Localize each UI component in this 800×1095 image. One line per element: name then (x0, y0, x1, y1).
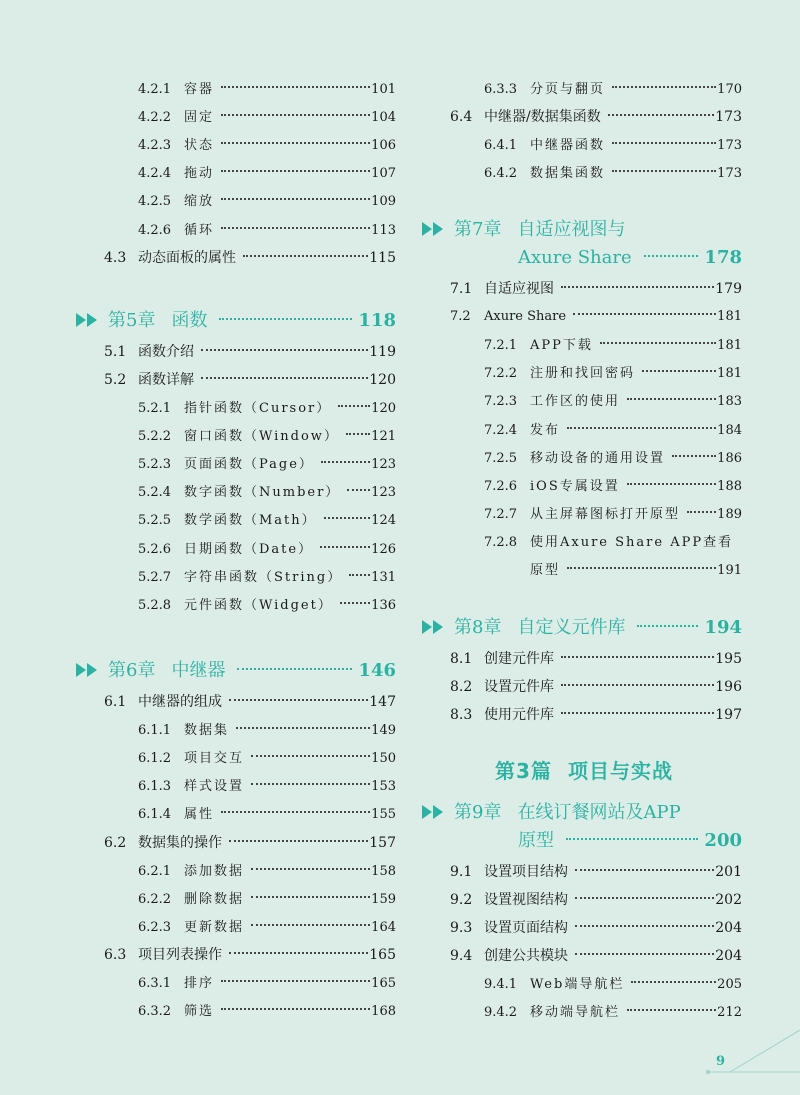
leader-dots (251, 742, 370, 757)
entry-title: 更新数据 (184, 920, 245, 935)
toc-entry-6-3-2[interactable] (138, 1000, 396, 1019)
leader-dots (567, 554, 716, 569)
toc-entry-6-1-3[interactable] (138, 775, 396, 794)
leader-dots (612, 157, 716, 172)
entry-page: 191 (717, 563, 742, 578)
entry-page: 205 (717, 977, 742, 992)
toc-chapter-7-cont[interactable] (518, 243, 742, 268)
entry-page: 153 (371, 779, 396, 794)
entry-title: Web端导航栏 (530, 977, 625, 992)
toc-entry-9-4[interactable] (450, 944, 742, 965)
chapter-title: 自适应视图与 (517, 219, 626, 240)
entry-title: 函数介绍 (138, 344, 194, 360)
entry-number: 4.2.2 (138, 110, 172, 125)
corner-decoration-icon (690, 1030, 800, 1095)
entry-number: 9.1 (450, 864, 473, 880)
entry-title: 固定 (184, 110, 215, 125)
entry-number: 6.2 (104, 835, 127, 851)
entry-number: 6.1 (104, 694, 127, 710)
entry-number: 6.4.2 (484, 166, 518, 181)
toc-entry-8-2[interactable] (450, 675, 742, 696)
toc-entry-5-2-5[interactable] (138, 509, 396, 528)
entry-page: 186 (717, 451, 742, 466)
toc-entry-7-2-2[interactable] (484, 362, 742, 381)
entry-page: 120 (371, 401, 396, 416)
entry-page: 189 (717, 507, 742, 522)
entry-page: 204 (715, 948, 742, 964)
entry-number: 7.2.8 (484, 535, 518, 550)
entry-title: 中继器的组成 (138, 694, 222, 710)
leader-dots (687, 498, 716, 513)
chapter-page: 118 (358, 310, 396, 331)
entry-title: iOS专属设置 (530, 479, 620, 494)
toc-entry-5-2-7[interactable] (138, 566, 396, 585)
entry-number: 5.2.1 (138, 401, 172, 416)
toc-chapter-8[interactable] (422, 613, 742, 639)
entry-title: 数字函数（Number） (184, 485, 341, 500)
toc-entry-8-3[interactable] (450, 703, 742, 724)
leader-dots (324, 504, 371, 519)
toc-entry-6-1-2[interactable] (138, 747, 396, 766)
entry-title: 发布 (530, 423, 561, 438)
entry-title: 页面函数（Page） (184, 457, 314, 472)
entry-title: 属性 (184, 807, 215, 822)
chapter-page: 200 (704, 830, 742, 851)
entry-number: 6.4 (450, 109, 473, 125)
entry-title: 数学函数（Math） (184, 513, 317, 528)
toc-entry-9-2[interactable] (450, 888, 742, 909)
entry-title: 设置页面结构 (484, 920, 568, 936)
leader-dots (612, 129, 716, 144)
toc-entry-6-3[interactable] (104, 943, 396, 964)
part-heading (418, 755, 750, 784)
double-arrow-icon (422, 222, 444, 236)
entry-title: 拖动 (184, 166, 215, 181)
entry-title: 创建元件库 (484, 651, 554, 667)
toc-entry-6-2[interactable] (104, 831, 396, 852)
leader-dots (251, 911, 370, 926)
entry-page: 101 (371, 82, 396, 97)
entry-number: 7.2.3 (484, 394, 518, 409)
entry-number: 6.2.2 (138, 892, 172, 907)
toc-entry-7-2-7[interactable] (484, 503, 742, 522)
toc-entry-5-2-8[interactable] (138, 594, 396, 613)
leader-dots (627, 385, 716, 400)
entry-number: 7.2.1 (484, 338, 518, 353)
entry-page: 113 (371, 223, 396, 238)
leader-dots (221, 214, 370, 229)
leader-dots (561, 272, 714, 288)
toc-entry-6-2-1[interactable] (138, 860, 396, 879)
leader-dots (251, 770, 370, 785)
toc-entry-7-2-1[interactable] (484, 334, 742, 353)
toc-entry-4-3[interactable] (104, 246, 396, 267)
toc-entry-4-2-1[interactable] (138, 78, 396, 97)
chapter-label: 第8章 (454, 617, 502, 638)
entry-number: 8.3 (450, 707, 473, 723)
entry-title: 窗口函数（Window） (184, 429, 339, 444)
entry-number: 8.2 (450, 679, 473, 695)
entry-page: 158 (371, 864, 396, 879)
entry-number: 9.2 (450, 892, 473, 908)
leader-dots (251, 883, 370, 898)
page-number: 9 (716, 1054, 726, 1069)
entry-page: 173 (717, 166, 742, 181)
toc-entry-9-4-2[interactable] (484, 1001, 742, 1020)
entry-title: 创建公共模块 (484, 948, 568, 964)
entry-number: 5.2.7 (138, 570, 172, 585)
entry-page: 168 (371, 1004, 396, 1019)
entry-page: 155 (371, 807, 396, 822)
entry-page: 123 (371, 485, 396, 500)
leader-dots (237, 650, 352, 670)
toc-entry-7-1[interactable] (450, 277, 742, 298)
entry-page: 202 (715, 892, 742, 908)
entry-number: 8.1 (450, 651, 473, 667)
entry-number: 6.3 (104, 947, 127, 963)
toc-entry-5-1[interactable] (104, 340, 396, 361)
entry-title: 设置项目结构 (484, 864, 568, 880)
chapter-label: 第6章 (108, 660, 156, 681)
entry-number: 5.2.3 (138, 457, 172, 472)
toc-entry-8-1[interactable] (450, 647, 742, 668)
entry-page: 106 (371, 138, 396, 153)
entry-number: 7.2.7 (484, 507, 518, 522)
entry-number: 6.3.1 (138, 976, 172, 991)
toc-entry-6-1-4[interactable] (138, 803, 396, 822)
toc-entry-6-3-3[interactable] (484, 78, 742, 97)
leader-dots (575, 883, 714, 899)
entry-number: 6.2.3 (138, 920, 172, 935)
entry-page: 119 (369, 344, 396, 360)
entry-number: 4.2.6 (138, 223, 172, 238)
entry-title: 动态面板的属性 (138, 250, 236, 266)
entry-page: 188 (717, 479, 742, 494)
leader-dots (612, 73, 716, 88)
chapter-label: 第7章 (454, 219, 502, 240)
toc-entry-5-2-3[interactable] (138, 453, 396, 472)
leader-dots (229, 826, 368, 842)
entry-number: 6.1.3 (138, 779, 172, 794)
toc-entry-6-4-1[interactable] (484, 134, 742, 153)
entry-title: 缩放 (184, 194, 215, 209)
entry-number: 7.2.2 (484, 366, 518, 381)
leader-dots (608, 100, 715, 116)
leader-dots (575, 911, 714, 927)
toc-entry-6-1[interactable] (104, 690, 396, 711)
leader-dots (573, 300, 716, 315)
entry-number: 9.3 (450, 920, 473, 936)
entry-title: 工作区的使用 (530, 394, 621, 409)
entry-number: 9.4 (450, 948, 473, 964)
entry-title: 项目交互 (184, 751, 245, 766)
leader-dots (561, 698, 714, 714)
entry-page: 181 (717, 366, 742, 381)
leader-dots (561, 670, 714, 686)
leader-dots (251, 855, 370, 870)
entry-title: Axure Share (484, 309, 567, 324)
entry-page: 126 (371, 542, 396, 557)
leader-dots (566, 820, 698, 840)
entry-title: 日期函数（Date） (184, 542, 314, 557)
entry-title: 状态 (184, 138, 215, 153)
entry-title: 筛选 (184, 1004, 215, 1019)
entry-title: 移动端导航栏 (530, 1005, 621, 1020)
leader-dots (644, 237, 699, 257)
entry-title: 函数详解 (138, 372, 194, 388)
entry-title: 注册和找回密码 (530, 366, 636, 381)
leader-dots (221, 73, 370, 88)
leader-dots (221, 967, 370, 982)
leader-dots (221, 101, 370, 116)
entry-page: 212 (717, 1005, 742, 1020)
chapter-label: 第5章 (108, 310, 156, 331)
entry-title: 设置元件库 (484, 679, 554, 695)
entry-number: 4.2.3 (138, 138, 172, 153)
entry-number: 5.2.4 (138, 485, 172, 500)
leader-dots (221, 995, 370, 1010)
leader-dots (340, 589, 370, 604)
toc-entry-7-2-6[interactable] (484, 475, 742, 494)
entry-number: 6.3.3 (484, 82, 518, 97)
entry-number: 9.4.2 (484, 1005, 518, 1020)
entry-title: 指针函数（Cursor） (184, 401, 332, 416)
entry-page: 115 (369, 250, 396, 266)
chapter-page: 194 (704, 617, 742, 638)
entry-number: 6.1.1 (138, 723, 172, 738)
leader-dots (201, 335, 368, 351)
toc-entry-6-4[interactable] (450, 105, 742, 126)
entry-number: 4.3 (104, 250, 127, 266)
toc-entry-5-2-2[interactable] (138, 425, 396, 444)
entry-page: 165 (371, 976, 396, 991)
toc-entry-9-4-1[interactable] (484, 973, 742, 992)
leader-dots (229, 938, 368, 954)
toc-entry-5-2-1[interactable] (138, 397, 396, 416)
toc-entry-7-2-3[interactable] (484, 390, 742, 409)
entry-page: 173 (715, 109, 742, 125)
entry-title: 数据集函数 (530, 166, 606, 181)
entry-page: 107 (371, 166, 396, 181)
entry-number: 5.2 (104, 372, 127, 388)
entry-number: 4.2.5 (138, 194, 172, 209)
entry-page: 197 (715, 707, 742, 723)
entry-number: 5.2.5 (138, 513, 172, 528)
leader-dots (347, 476, 370, 491)
double-arrow-icon (422, 620, 444, 634)
entry-title: 数据集 (184, 723, 230, 738)
entry-title: 使用元件库 (484, 707, 554, 723)
toc-entry-6-1-1[interactable] (138, 719, 396, 738)
entry-number: 6.3.2 (138, 1004, 172, 1019)
leader-dots (201, 363, 368, 379)
toc-entry-5-2[interactable] (104, 368, 396, 389)
leader-dots (320, 533, 370, 548)
entry-number: 9.4.1 (484, 977, 518, 992)
leader-dots (642, 357, 716, 372)
double-arrow-icon (76, 313, 98, 327)
entry-title: 字符串函数（String） (184, 570, 343, 585)
leader-dots (221, 798, 370, 813)
chapter-title: 函数 (171, 310, 208, 331)
entry-title: 从主屏幕图标打开原型 (530, 507, 681, 522)
leader-dots (221, 185, 370, 200)
leader-dots (236, 714, 370, 729)
toc-chapter-9-cont[interactable] (518, 826, 742, 852)
entry-number: 5.1 (104, 344, 127, 360)
toc-entry-7-2-4[interactable] (484, 419, 742, 438)
leader-dots (346, 420, 370, 435)
entry-number: 6.4.1 (484, 138, 518, 153)
toc-entry-4-2-2[interactable] (138, 106, 396, 125)
toc-entry-7-2-8-cont[interactable] (530, 559, 742, 578)
entry-page: 159 (371, 892, 396, 907)
entry-number: 4.2.4 (138, 166, 172, 181)
leader-dots (600, 329, 716, 344)
entry-number: 7.2.4 (484, 423, 518, 438)
part-label: 第3篇 (495, 759, 552, 783)
entry-page: 120 (369, 372, 396, 388)
entry-number: 7.2 (450, 309, 471, 324)
leader-dots (219, 300, 352, 320)
entry-page: 201 (715, 864, 742, 880)
entry-number: 7.2.6 (484, 479, 518, 494)
entry-page: 124 (371, 513, 396, 528)
toc-entry-9-1[interactable] (450, 860, 742, 881)
entry-number: 4.2.1 (138, 82, 172, 97)
entry-title: 元件函数（Widget） (184, 598, 333, 613)
toc-entry-5-2-4[interactable] (138, 481, 396, 500)
entry-page: 131 (371, 570, 396, 585)
toc-entry-7-2-8[interactable] (484, 531, 742, 550)
toc-entry-5-2-6[interactable] (138, 538, 396, 557)
entry-title: 中继器函数 (530, 138, 606, 153)
entry-title: 样式设置 (184, 779, 245, 794)
chapter-title: 在线订餐网站及APP (517, 802, 681, 823)
leader-dots (567, 414, 716, 429)
leader-dots (561, 642, 714, 658)
chapter-title-line2: Axure Share (518, 247, 632, 268)
toc-entry-4-2-5[interactable] (138, 190, 396, 209)
entry-title: 中继器/数据集函数 (484, 109, 601, 125)
entry-page: 104 (371, 110, 396, 125)
entry-page: 149 (371, 723, 396, 738)
entry-number: 5.2.2 (138, 429, 172, 444)
leader-dots (321, 448, 370, 463)
entry-page: 157 (369, 835, 396, 851)
entry-number: 6.2.1 (138, 864, 172, 879)
toc-entry-4-2-3[interactable] (138, 134, 396, 153)
leader-dots (631, 968, 716, 983)
toc-entry-6-2-2[interactable] (138, 888, 396, 907)
entry-title: 数据集的操作 (138, 835, 222, 851)
entry-page: 184 (717, 423, 742, 438)
leader-dots (672, 442, 716, 457)
entry-number: 6.1.4 (138, 807, 172, 822)
leader-dots (627, 996, 716, 1011)
leader-dots (243, 241, 368, 257)
entry-number: 7.1 (450, 281, 473, 297)
entry-page: 179 (715, 281, 742, 297)
entry-number: 5.2.6 (138, 542, 172, 557)
entry-title: 分页与翻页 (530, 82, 606, 97)
entry-number: 6.1.2 (138, 751, 172, 766)
leader-dots (637, 607, 698, 627)
leader-dots (229, 685, 368, 701)
entry-page: 109 (371, 194, 396, 209)
entry-title: 移动设备的通用设置 (530, 451, 666, 466)
entry-page: 164 (371, 920, 396, 935)
entry-page: 121 (371, 429, 396, 444)
entry-page: 181 (717, 338, 742, 353)
toc-entry-6-4-2[interactable] (484, 162, 742, 181)
entry-page: 165 (369, 947, 396, 963)
chapter-title: 自定义元件库 (517, 617, 626, 638)
entry-title: 容器 (184, 82, 215, 97)
leader-dots (349, 561, 370, 576)
toc-chapter-5[interactable] (76, 306, 396, 332)
entry-page: 181 (717, 309, 742, 324)
leader-dots (221, 157, 370, 172)
entry-title: 项目列表操作 (138, 947, 222, 963)
entry-page: 147 (369, 694, 396, 710)
chapter-label: 第9章 (454, 802, 502, 823)
toc-entry-7-2-5[interactable] (484, 447, 742, 466)
entry-title-line2: 原型 (530, 563, 561, 578)
leader-dots (221, 129, 370, 144)
entry-title: 循环 (184, 223, 215, 238)
toc-chapter-6[interactable] (76, 656, 396, 682)
toc-entry-6-3-1[interactable] (138, 972, 396, 991)
entry-page: 150 (371, 751, 396, 766)
double-arrow-icon (422, 805, 444, 819)
part-title-text: 项目与实战 (567, 759, 673, 783)
entry-title: 使用Axure Share APP查看 (530, 535, 734, 550)
toc-entry-6-2-3[interactable] (138, 916, 396, 935)
entry-page: 136 (371, 598, 396, 613)
entry-page: 170 (717, 82, 742, 97)
entry-page: 123 (371, 457, 396, 472)
entry-title: 排序 (184, 976, 215, 991)
entry-page: 196 (715, 679, 742, 695)
entry-page: 183 (717, 394, 742, 409)
leader-dots (338, 392, 370, 407)
entry-title: 设置视图结构 (484, 892, 568, 908)
double-arrow-icon (76, 663, 98, 677)
leader-dots (575, 939, 714, 955)
chapter-title-line2: 原型 (518, 830, 554, 851)
chapter-page: 178 (704, 247, 742, 268)
chapter-page: 146 (358, 660, 396, 681)
toc-entry-4-2-6[interactable] (138, 219, 396, 238)
entry-title: 删除数据 (184, 892, 245, 907)
leader-dots (575, 855, 714, 871)
entry-title: 自适应视图 (484, 281, 554, 297)
toc-entry-4-2-4[interactable] (138, 162, 396, 181)
toc-entry-7-2[interactable] (450, 305, 742, 324)
entry-page: 173 (717, 138, 742, 153)
leader-dots (627, 470, 716, 485)
toc-entry-9-3[interactable] (450, 916, 742, 937)
entry-title: 添加数据 (184, 864, 245, 879)
entry-number: 5.2.8 (138, 598, 172, 613)
chapter-title: 中继器 (171, 660, 226, 681)
entry-page: 204 (715, 920, 742, 936)
entry-title: APP下载 (530, 338, 593, 353)
entry-number: 7.2.5 (484, 451, 518, 466)
entry-page: 195 (715, 651, 742, 667)
